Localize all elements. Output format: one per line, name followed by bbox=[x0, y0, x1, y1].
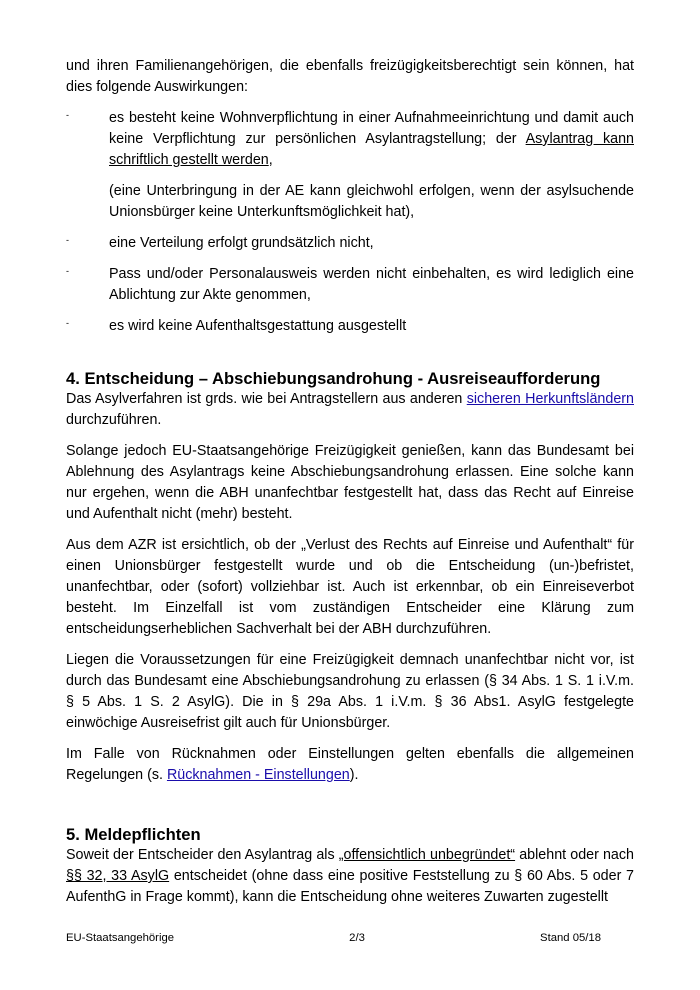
underlined-text: Asylantrag kann schriftlich gestellt werden bbox=[109, 131, 634, 168]
list-item bbox=[66, 316, 634, 337]
link-sichere-herkunftslaender[interactable]: sicheren Herkunftsländern bbox=[466, 391, 634, 407]
section-4-heading: 4. Entscheidung – Abschiebungsandrohung - Ausreiseaufforderung bbox=[66, 369, 601, 388]
footer-document-title: EU-Staatsangehörige bbox=[66, 932, 175, 944]
list-item-text: Pass und/oder Personalausweis werden nicht einbehalten, es wird lediglich eine Ablichtung zur Akte genommen, bbox=[109, 266, 634, 303]
section-4-paragraph-5: Im Falle von Rücknahmen oder Einstellungen gelten ebenfalls die allgemeinen Regelungen (s. Rücknahmen - Einstellungen). bbox=[66, 746, 634, 783]
underlined-text: §§ 32, 33 AsylG bbox=[66, 868, 170, 884]
footer-version-date: Stand 05/18 bbox=[540, 932, 601, 944]
list-dash: - bbox=[66, 235, 69, 245]
list-item bbox=[66, 108, 634, 171]
section-5-paragraph-1: Soweit der Entscheider den Asylantrag als „offensichtlich unbegründet“ ablehnt oder nach §§ 32, 33 AsylG entscheidet (ohne dass eine positive Feststellung zu § 60 Abs. 5 oder 7 AufenthG in Frage kommt), kann die Entscheidung ohne weiteres Zuwarten zugestellt bbox=[66, 847, 635, 905]
section-4-paragraph-3: Aus dem AZR ist ersichtlich, ob der „Verlust des Rechts auf Einreise und Aufenthalt“ für einen Unionsbürger festgestellt wurde und ob die Entscheidung (un-)befristet, unanfechtbar, oder (sofort) vollziehbar ist. Auch ist erkennbar, ob ein Einreiseverbot besteht. Im Einzelfall ist vom zuständigen Entscheider eine Klärung zum entscheidungserheblichen Sachverhalt bei der ABH durchzuführen. bbox=[66, 537, 634, 637]
list-dash: - bbox=[66, 318, 69, 328]
footer-page-number: 2/3 bbox=[349, 932, 365, 944]
list-item-text: eine Verteilung erfolgt grundsätzlich nicht, bbox=[109, 235, 374, 251]
document-page bbox=[66, 56, 634, 908]
list-item bbox=[66, 264, 634, 306]
section-4-paragraph-4: Liegen die Voraussetzungen für eine Freizügigkeit demnach unanfechtbar nicht vor, ist durch das Bundesamt eine Abschiebungsandrohung zu erlassen (§ 34 Abs. 1 S. 1 i.V.m. § 5 Abs. 1 S. 2 AsylG). Die in § 29a Abs. 1 i.V.m. § 36 Abs1. AsylG festgelegte einwöchige Ausreisefrist gilt auch für Unionsbürger. bbox=[66, 652, 634, 731]
list-item-continuation: (eine Unterbringung in der AE kann gleichwohl erfolgen, wenn der asylsuchende Unionsbürger keine Unterkunftsmöglichkeit hat), bbox=[109, 183, 634, 220]
list-dash: - bbox=[66, 266, 69, 276]
effects-list bbox=[66, 108, 634, 337]
page-footer bbox=[66, 932, 601, 944]
list-item-text: es wird keine Aufenthaltsgestattung ausgestellt bbox=[109, 318, 407, 334]
section-5-heading: 5. Meldepflichten bbox=[66, 825, 201, 844]
section-4-paragraph-2: Solange jedoch EU-Staatsangehörige Freizügigkeit genießen, kann das Bundesamt bei Ablehnung des Asylantrags keine Abschiebungsandrohung erlassen. Eine solche kann nur ergehen, wenn die ABH unanfechtbar festgestellt hat, dass das Recht auf Einreise und Aufenthalt nicht (mehr) besteht. bbox=[66, 443, 634, 522]
underlined-text: „offensichtlich unbegründet“ bbox=[338, 847, 516, 863]
list-dash: - bbox=[66, 110, 69, 120]
list-item-text: es besteht keine Wohnverpflichtung in einer Aufnahmeeinrichtung und damit auch keine Verpflichtung zur persönlichen Asylantragstellung; der Asylantrag kann schriftlich gestellt werden, bbox=[109, 110, 634, 168]
link-ruecknahmen-einstellungen[interactable]: Rücknahmen - Einstellungen bbox=[166, 767, 350, 783]
intro-paragraph: und ihren Familienangehörigen, die ebenfalls freizügigkeitsberechtigt sein können, hat dies folgende Auswirkungen: bbox=[66, 58, 634, 95]
section-4-paragraph-1: Das Asylverfahren ist grds. wie bei Antragstellern aus anderen sicheren Herkunftsländern durchzuführen. bbox=[66, 391, 634, 428]
list-item bbox=[66, 233, 634, 254]
